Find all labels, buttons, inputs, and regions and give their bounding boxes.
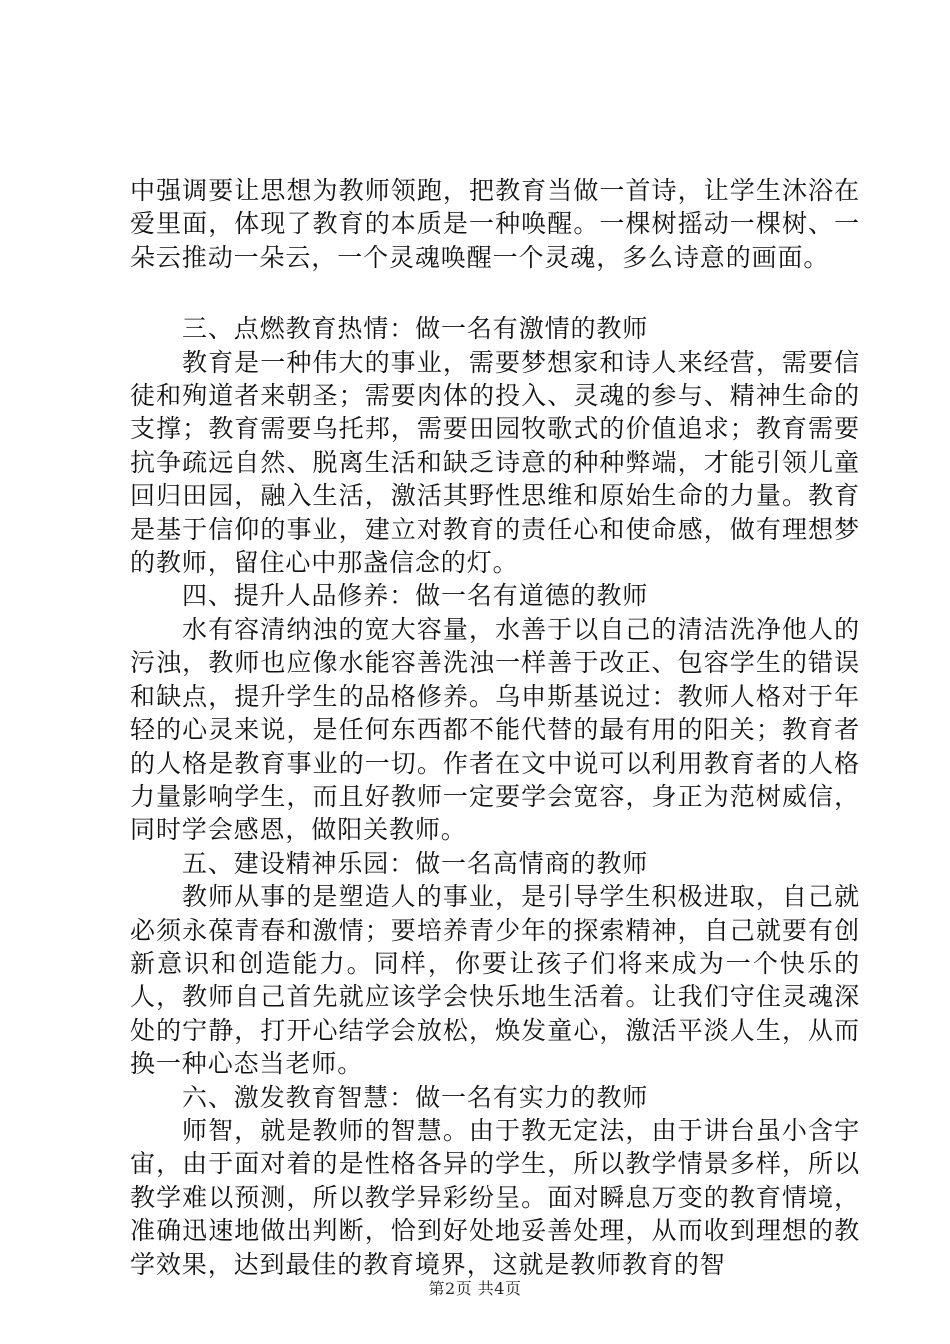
paragraph-section-3: 教育是一种伟大的事业，需要梦想家和诗人来经营，需要信徒和殉道者来朝圣；需要肉体的投入、灵魂的参与、精神生命的支撑；教育需要乌托邦，需要田园牧歌式的价值追求；教育需要抗争疏远自然、脱离生活和缺乏诗意的种种弊端，才能引领儿童回归田园，融入生活，激活其野性思维和原始生命的力量。教育是基于信仰的事业，建立对教育的责任心和使命感，做有理想梦的教师，留住心中那盏信念的灯。 (130, 347, 860, 578)
document-body (130, 174, 860, 1281)
paragraph-continuation: 中强调要让思想为教师领跑，把教育当做一首诗，让学生沐浴在爱里面，体现了教育的本质是一种唤醒。一棵树摇动一棵树、一朵云推动一朵云，一个灵魂唤醒一个灵魂，多么诗意的画面。 (130, 176, 860, 272)
paragraph-section-6: 师智，就是教师的智慧。由于教无定法，由于讲台虽小含宇宙，由于面对着的是性格各异的学生，所以教学情景多样，所以教学难以预测，所以教学异彩纷呈。面对瞬息万变的教育情境，准确迅速地做出判断，恰到好处地妥善处理，从而收到理想的教学效果，达到最佳的教育境界，这就是教师教育的智 (130, 1115, 860, 1279)
section-heading-5: 五、建设精神乐园：做一名高情商的教师 (182, 848, 649, 878)
paragraph-section-5: 教师从事的是塑造人的事业，是引导学生积极进取，自己就必须永葆青春和激情；要培养青少年的探索精神，自己就要有创新意识和创造能力。同样，你要让孩子们将来成为一个快乐的人，教师自己首先就应该学会快乐地生活着。让我们守住灵魂深处的宁静，打开心结学会放松，焕发童心，激活平淡人生，从而换一种心态当老师。 (130, 882, 860, 1079)
page-footer: 第2页 共4页 (428, 1279, 522, 1298)
section-heading-4: 四、提升人品修养：做一名有道德的教师 (182, 581, 649, 611)
section-heading-3: 三、点燃教育热情：做一名有激情的教师 (182, 314, 649, 344)
section-heading-6: 六、激发教育智慧：做一名有实力的教师 (182, 1082, 649, 1112)
paragraph-section-4: 水有容清纳浊的宽大容量，水善于以自己的清洁洗净他人的污浊，教师也应像水能容善洗浊一样善于改正、包容学生的错误和缺点，提升学生的品格修养。乌申斯基说过：教师人格对于年轻的心灵来说，是任何东西都不能代替的最有用的阳关；教育者的人格是教育事业的一切。作者在文中说可以利用教育者的人格力量影响学生，而且好教师一定要学会宽容，身正为范树威信，同时学会感恩，做阳关教师。 (130, 614, 860, 845)
